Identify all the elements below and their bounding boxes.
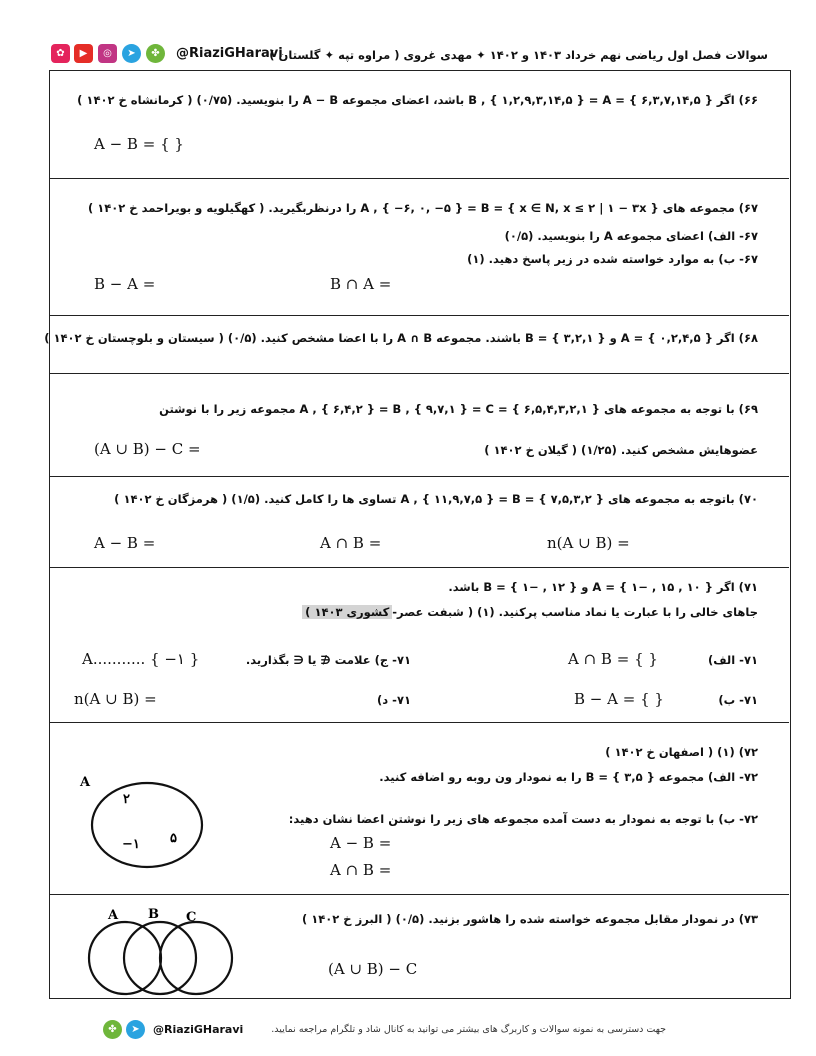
venn-label-c: C xyxy=(186,910,197,925)
divider xyxy=(50,476,789,477)
venn-element: ۲ xyxy=(123,792,130,807)
q70-text: ۷۰) باتوجه به مجموعه های { ۷,۵,۳,۲ } = A , { ۱۱,۹,۷,۵ } = B تساوی ها را کامل کنید. (۱/۵) ( هرمزگان خ ۱۴۰۲ ) xyxy=(114,492,758,506)
q69-text2: عضوهایش مشخص کنید. (۱/۲۵) ( گیلان خ ۱۴۰۲ ) xyxy=(484,443,758,457)
q71-a-expr: A ∩ B = { } xyxy=(568,650,658,668)
footer-text: جهت دسترسی به نمونه سوالات و کاربرگ های بیشتر می توانید به کانال شاد و تلگرام مراجعه نمایید. xyxy=(271,1024,666,1035)
venn-set-a xyxy=(92,783,202,867)
q71-a-label: ۷۱- الف) xyxy=(707,653,758,667)
q70-answer-a-cap-b: A ∩ B = xyxy=(320,534,382,552)
q73-venn-diagram[interactable] xyxy=(80,904,250,996)
q72-venn-diagram[interactable] xyxy=(60,768,220,878)
q71-d-label: ۷۱- د) xyxy=(377,693,411,707)
q72-part-a: ۷۲- الف) مجموعه { ۳,۵ } = B را به نمودار ون روبه رو اضافه کنید. xyxy=(379,770,758,784)
venn-label-a: A xyxy=(80,775,91,790)
q67-answer-b-cap-a: B ∩ A = xyxy=(330,275,392,293)
venn-label-a: A xyxy=(108,908,119,923)
divider xyxy=(50,567,789,568)
q67-part-b: ۶۷- ب) به موارد خواسته شده در زیر پاسخ دهید. (۱) xyxy=(467,252,758,266)
q72-text: ۷۲) (۱) ( اصفهان خ ۱۴۰۲ ) xyxy=(605,745,758,759)
telegram-icon[interactable]: ➤ xyxy=(126,1020,145,1039)
q71-text: ۷۱) اگر { ۱۰ , ۱۵ , −۱ } = A و { ۱۲ , −۱ } = B باشد. xyxy=(448,580,758,594)
q68-text: ۶۸) اگر { ۰,۲,۴,۵ } = A و { ۳,۲,۱ } = B باشند. مجموعه A ∩ B را با اعضا مشخص کنید. (۰/۵) ( سیستان و بلوچستان خ ۱۴۰۲ ) xyxy=(44,331,758,345)
aparat-icon[interactable]: ✿ xyxy=(51,44,70,63)
divider xyxy=(50,178,789,179)
q71-j-expr: A........... { −۱ } xyxy=(82,650,200,668)
q67-text: ۶۷) مجموعه های { x ∈ N, x ≤ ۲ | ۱ − ۳x } = A , { −۶, ۰, −۵ } = B را درنظربگیرید. ( کهگیلویه و بویراحمد خ ۱۴۰۲ ) xyxy=(87,201,758,215)
q72-part-b: ۷۲- ب) با توجه به نمودار به دست آمده مجموعه های زیر را نوشتن اعضا نشان دهید: xyxy=(288,812,758,826)
q67-answer-b-minus-a: B − A = xyxy=(94,275,156,293)
q66-answer: A − B = { } xyxy=(94,135,184,153)
header-title: سوالات فصل اول ریاضی نهم خرداد ۱۴۰۳ و ۱۴۰۲ ✦ مهدی غروی ( مراوه تپه ✦ گلستان ) xyxy=(269,48,768,62)
q72-answer-a-minus-b: A − B = xyxy=(330,834,392,852)
instagram-icon[interactable]: ◎ xyxy=(98,44,117,63)
q71-d-expr: n(A ∪ B) = xyxy=(74,690,157,708)
divider xyxy=(50,315,789,316)
clover-icon[interactable]: ✤ xyxy=(146,44,165,63)
q71-j-label: ۷۱- ج) علامت ∉ یا ∈ بگذارید. xyxy=(245,653,411,667)
divider xyxy=(50,894,789,895)
q71-instruction-main: جاهای خالی را با عبارت یا نماد مناسب پرکنید. (۱) ( شبفت عصر- xyxy=(392,605,758,619)
q71-b-label: ۷۱- ب) xyxy=(718,693,758,707)
q73-text: ۷۳) در نمودار مقابل مجموعه خواسته شده را هاشور بزنید. (۰/۵) ( البرز خ ۱۴۰۲ ) xyxy=(301,912,758,926)
divider xyxy=(50,722,789,723)
q70-answer-a-minus-b: A − B = xyxy=(94,534,156,552)
clover-icon[interactable]: ✤ xyxy=(103,1020,122,1039)
q69-text: ۶۹) با توجه به مجموعه های { ۶,۵,۴,۳,۲,۱ } = A , { ۶,۴,۲ } = B , { ۹,۷,۱ } = C مجموعه زیر را با نوشتن xyxy=(159,402,758,416)
footer-handle[interactable]: @RiaziGHaravi xyxy=(153,1023,244,1036)
youtube-icon[interactable]: ▶ xyxy=(74,44,93,63)
q70-answer-n-union: n(A ∪ B) = xyxy=(547,534,630,552)
header-handle[interactable]: @RiaziGHaravi xyxy=(176,46,283,61)
venn-label-b: B xyxy=(148,907,159,922)
q71-instruction xyxy=(302,605,758,619)
venn-element: ۵ xyxy=(170,831,177,846)
q69-answer: (A ∪ B) − C = xyxy=(94,440,201,458)
telegram-icon[interactable]: ➤ xyxy=(122,44,141,63)
q71-b-expr: B − A = { } xyxy=(574,690,664,708)
q66-text: ۶۶) اگر { ۶,۳,۷,۱۴,۵ } = B , { ۱,۲,۹,۳,۱۴,۵ } = A باشد، اعضای مجموعه A − B را بنویسید. (۰/۷۵) ( کرمانشاه خ ۱۴۰۲ ) xyxy=(77,93,758,107)
q72-answer-a-cap-b: A ∩ B = xyxy=(330,861,392,879)
venn-element: −۱ xyxy=(122,837,140,852)
q73-expr: (A ∪ B) − C xyxy=(328,960,418,978)
divider xyxy=(50,373,789,374)
q71-instruction-highlight: کشوری ۱۴۰۳ ) xyxy=(302,605,392,619)
q67-part-a: ۶۷- الف) اعضای مجموعه A را بنویسید. (۰/۵) xyxy=(504,229,758,243)
